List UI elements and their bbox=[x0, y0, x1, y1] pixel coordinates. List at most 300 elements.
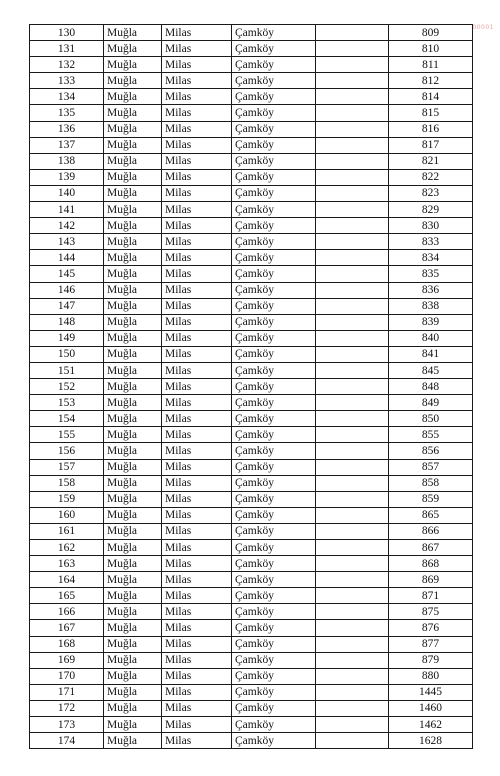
row-number-cell: 132 bbox=[30, 57, 104, 73]
parcel-number-cell: 822 bbox=[389, 169, 473, 185]
district-cell: Milas bbox=[162, 314, 232, 330]
province-cell: Muğla bbox=[104, 346, 162, 362]
village-cell: Çamköy bbox=[232, 652, 316, 668]
row-number-cell: 137 bbox=[30, 137, 104, 153]
blank-cell bbox=[316, 427, 389, 443]
blank-cell bbox=[316, 121, 389, 137]
parcel-number-cell: 880 bbox=[389, 668, 473, 684]
row-number-cell: 141 bbox=[30, 202, 104, 218]
corner-stamp-mark: 00001 bbox=[472, 24, 494, 31]
district-cell: Milas bbox=[162, 475, 232, 491]
table-row bbox=[30, 556, 473, 572]
parcel-number-cell: 859 bbox=[389, 491, 473, 507]
district-cell: Milas bbox=[162, 346, 232, 362]
row-number-cell: 154 bbox=[30, 411, 104, 427]
province-cell: Muğla bbox=[104, 475, 162, 491]
province-cell: Muğla bbox=[104, 636, 162, 652]
table-row bbox=[30, 202, 473, 218]
province-cell: Muğla bbox=[104, 652, 162, 668]
row-number-cell: 139 bbox=[30, 169, 104, 185]
blank-cell bbox=[316, 443, 389, 459]
table-row bbox=[30, 733, 473, 749]
table-row bbox=[30, 346, 473, 362]
parcel-list-page bbox=[29, 24, 472, 749]
row-number-cell: 144 bbox=[30, 250, 104, 266]
row-number-cell: 161 bbox=[30, 523, 104, 539]
blank-cell bbox=[316, 298, 389, 314]
village-cell: Çamköy bbox=[232, 57, 316, 73]
province-cell: Muğla bbox=[104, 89, 162, 105]
table-row bbox=[30, 379, 473, 395]
parcel-number-cell: 867 bbox=[389, 540, 473, 556]
row-number-cell: 158 bbox=[30, 475, 104, 491]
row-number-cell: 168 bbox=[30, 636, 104, 652]
province-cell: Muğla bbox=[104, 572, 162, 588]
parcel-number-cell: 845 bbox=[389, 362, 473, 378]
village-cell: Çamköy bbox=[232, 523, 316, 539]
parcel-number-cell: 834 bbox=[389, 250, 473, 266]
blank-cell bbox=[316, 733, 389, 749]
parcel-number-cell: 821 bbox=[389, 153, 473, 169]
row-number-cell: 166 bbox=[30, 604, 104, 620]
village-cell: Çamköy bbox=[232, 121, 316, 137]
table-row bbox=[30, 89, 473, 105]
district-cell: Milas bbox=[162, 411, 232, 427]
table-row bbox=[30, 604, 473, 620]
parcel-number-cell: 815 bbox=[389, 105, 473, 121]
blank-cell bbox=[316, 556, 389, 572]
blank-cell bbox=[316, 507, 389, 523]
row-number-cell: 135 bbox=[30, 105, 104, 121]
table-row bbox=[30, 636, 473, 652]
parcel-number-cell: 868 bbox=[389, 556, 473, 572]
village-cell: Çamköy bbox=[232, 540, 316, 556]
row-number-cell: 169 bbox=[30, 652, 104, 668]
blank-cell bbox=[316, 234, 389, 250]
table-row bbox=[30, 73, 473, 89]
table-row bbox=[30, 523, 473, 539]
district-cell: Milas bbox=[162, 491, 232, 507]
blank-cell bbox=[316, 330, 389, 346]
district-cell: Milas bbox=[162, 137, 232, 153]
table-row bbox=[30, 105, 473, 121]
blank-cell bbox=[316, 459, 389, 475]
province-cell: Muğla bbox=[104, 73, 162, 89]
village-cell: Çamköy bbox=[232, 169, 316, 185]
province-cell: Muğla bbox=[104, 266, 162, 282]
table-row bbox=[30, 700, 473, 716]
province-cell: Muğla bbox=[104, 491, 162, 507]
parcel-number-cell: 833 bbox=[389, 234, 473, 250]
blank-cell bbox=[316, 73, 389, 89]
parcel-number-cell: 838 bbox=[389, 298, 473, 314]
table-row bbox=[30, 411, 473, 427]
district-cell: Milas bbox=[162, 572, 232, 588]
blank-cell bbox=[316, 202, 389, 218]
province-cell: Muğla bbox=[104, 717, 162, 733]
row-number-cell: 174 bbox=[30, 733, 104, 749]
table-row bbox=[30, 572, 473, 588]
parcel-number-cell: 866 bbox=[389, 523, 473, 539]
village-cell: Çamköy bbox=[232, 282, 316, 298]
row-number-cell: 134 bbox=[30, 89, 104, 105]
parcel-number-cell: 1460 bbox=[389, 700, 473, 716]
village-cell: Çamköy bbox=[232, 733, 316, 749]
village-cell: Çamköy bbox=[232, 620, 316, 636]
parcel-number-cell: 823 bbox=[389, 185, 473, 201]
village-cell: Çamköy bbox=[232, 491, 316, 507]
parcel-number-cell: 811 bbox=[389, 57, 473, 73]
district-cell: Milas bbox=[162, 41, 232, 57]
parcel-number-cell: 836 bbox=[389, 282, 473, 298]
table-row bbox=[30, 652, 473, 668]
province-cell: Muğla bbox=[104, 507, 162, 523]
blank-cell bbox=[316, 250, 389, 266]
table-row bbox=[30, 362, 473, 378]
table-row bbox=[30, 25, 473, 41]
blank-cell bbox=[316, 540, 389, 556]
parcel-number-cell: 841 bbox=[389, 346, 473, 362]
blank-cell bbox=[316, 25, 389, 41]
blank-cell bbox=[316, 137, 389, 153]
blank-cell bbox=[316, 362, 389, 378]
table-row bbox=[30, 491, 473, 507]
parcel-number-cell: 871 bbox=[389, 588, 473, 604]
table-row bbox=[30, 41, 473, 57]
row-number-cell: 170 bbox=[30, 668, 104, 684]
parcel-number-cell: 809 bbox=[389, 25, 473, 41]
province-cell: Muğla bbox=[104, 362, 162, 378]
row-number-cell: 155 bbox=[30, 427, 104, 443]
parcel-number-cell: 877 bbox=[389, 636, 473, 652]
parcel-number-cell: 876 bbox=[389, 620, 473, 636]
table-row bbox=[30, 507, 473, 523]
province-cell: Muğla bbox=[104, 379, 162, 395]
row-number-cell: 165 bbox=[30, 588, 104, 604]
blank-cell bbox=[316, 717, 389, 733]
table-row bbox=[30, 250, 473, 266]
parcel-number-cell: 1628 bbox=[389, 733, 473, 749]
village-cell: Çamköy bbox=[232, 298, 316, 314]
province-cell: Muğla bbox=[104, 153, 162, 169]
blank-cell bbox=[316, 604, 389, 620]
blank-cell bbox=[316, 153, 389, 169]
district-cell: Milas bbox=[162, 89, 232, 105]
village-cell: Çamköy bbox=[232, 330, 316, 346]
province-cell: Muğla bbox=[104, 668, 162, 684]
district-cell: Milas bbox=[162, 427, 232, 443]
village-cell: Çamköy bbox=[232, 379, 316, 395]
parcel-number-cell: 875 bbox=[389, 604, 473, 620]
table-row bbox=[30, 427, 473, 443]
row-number-cell: 142 bbox=[30, 218, 104, 234]
table-row bbox=[30, 169, 473, 185]
blank-cell bbox=[316, 379, 389, 395]
parcel-table bbox=[29, 24, 473, 749]
row-number-cell: 147 bbox=[30, 298, 104, 314]
province-cell: Muğla bbox=[104, 57, 162, 73]
district-cell: Milas bbox=[162, 185, 232, 201]
blank-cell bbox=[316, 169, 389, 185]
parcel-number-cell: 835 bbox=[389, 266, 473, 282]
parcel-number-cell: 858 bbox=[389, 475, 473, 491]
province-cell: Muğla bbox=[104, 250, 162, 266]
row-number-cell: 150 bbox=[30, 346, 104, 362]
province-cell: Muğla bbox=[104, 137, 162, 153]
parcel-number-cell: 840 bbox=[389, 330, 473, 346]
village-cell: Çamköy bbox=[232, 41, 316, 57]
village-cell: Çamköy bbox=[232, 700, 316, 716]
village-cell: Çamköy bbox=[232, 556, 316, 572]
table-row bbox=[30, 330, 473, 346]
village-cell: Çamköy bbox=[232, 684, 316, 700]
table-row bbox=[30, 395, 473, 411]
row-number-cell: 172 bbox=[30, 700, 104, 716]
village-cell: Çamköy bbox=[232, 105, 316, 121]
table-row bbox=[30, 282, 473, 298]
parcel-number-cell: 814 bbox=[389, 89, 473, 105]
row-number-cell: 163 bbox=[30, 556, 104, 572]
district-cell: Milas bbox=[162, 717, 232, 733]
district-cell: Milas bbox=[162, 604, 232, 620]
village-cell: Çamköy bbox=[232, 250, 316, 266]
parcel-number-cell: 879 bbox=[389, 652, 473, 668]
parcel-number-cell: 1445 bbox=[389, 684, 473, 700]
village-cell: Çamköy bbox=[232, 218, 316, 234]
row-number-cell: 136 bbox=[30, 121, 104, 137]
blank-cell bbox=[316, 700, 389, 716]
province-cell: Muğla bbox=[104, 25, 162, 41]
table-row bbox=[30, 588, 473, 604]
district-cell: Milas bbox=[162, 25, 232, 41]
village-cell: Çamköy bbox=[232, 202, 316, 218]
district-cell: Milas bbox=[162, 73, 232, 89]
table-row bbox=[30, 121, 473, 137]
district-cell: Milas bbox=[162, 540, 232, 556]
row-number-cell: 157 bbox=[30, 459, 104, 475]
blank-cell bbox=[316, 105, 389, 121]
province-cell: Muğla bbox=[104, 282, 162, 298]
parcel-number-cell: 812 bbox=[389, 73, 473, 89]
province-cell: Muğla bbox=[104, 604, 162, 620]
province-cell: Muğla bbox=[104, 185, 162, 201]
blank-cell bbox=[316, 620, 389, 636]
village-cell: Çamköy bbox=[232, 234, 316, 250]
parcel-number-cell: 857 bbox=[389, 459, 473, 475]
row-number-cell: 130 bbox=[30, 25, 104, 41]
village-cell: Çamköy bbox=[232, 185, 316, 201]
village-cell: Çamköy bbox=[232, 73, 316, 89]
parcel-number-cell: 1462 bbox=[389, 717, 473, 733]
province-cell: Muğla bbox=[104, 556, 162, 572]
district-cell: Milas bbox=[162, 379, 232, 395]
row-number-cell: 173 bbox=[30, 717, 104, 733]
village-cell: Çamköy bbox=[232, 89, 316, 105]
blank-cell bbox=[316, 636, 389, 652]
row-number-cell: 162 bbox=[30, 540, 104, 556]
district-cell: Milas bbox=[162, 169, 232, 185]
table-row bbox=[30, 620, 473, 636]
village-cell: Çamköy bbox=[232, 443, 316, 459]
district-cell: Milas bbox=[162, 57, 232, 73]
district-cell: Milas bbox=[162, 668, 232, 684]
village-cell: Çamköy bbox=[232, 668, 316, 684]
parcel-number-cell: 865 bbox=[389, 507, 473, 523]
village-cell: Çamköy bbox=[232, 572, 316, 588]
blank-cell bbox=[316, 684, 389, 700]
row-number-cell: 167 bbox=[30, 620, 104, 636]
parcel-number-cell: 817 bbox=[389, 137, 473, 153]
table-row bbox=[30, 668, 473, 684]
row-number-cell: 152 bbox=[30, 379, 104, 395]
row-number-cell: 138 bbox=[30, 153, 104, 169]
district-cell: Milas bbox=[162, 507, 232, 523]
province-cell: Muğla bbox=[104, 218, 162, 234]
village-cell: Çamköy bbox=[232, 346, 316, 362]
row-number-cell: 131 bbox=[30, 41, 104, 57]
district-cell: Milas bbox=[162, 395, 232, 411]
blank-cell bbox=[316, 491, 389, 507]
parcel-number-cell: 810 bbox=[389, 41, 473, 57]
village-cell: Çamköy bbox=[232, 153, 316, 169]
table-row bbox=[30, 137, 473, 153]
row-number-cell: 156 bbox=[30, 443, 104, 459]
blank-cell bbox=[316, 41, 389, 57]
row-number-cell: 145 bbox=[30, 266, 104, 282]
parcel-number-cell: 850 bbox=[389, 411, 473, 427]
village-cell: Çamköy bbox=[232, 459, 316, 475]
row-number-cell: 164 bbox=[30, 572, 104, 588]
parcel-number-cell: 856 bbox=[389, 443, 473, 459]
table-row bbox=[30, 475, 473, 491]
district-cell: Milas bbox=[162, 153, 232, 169]
district-cell: Milas bbox=[162, 298, 232, 314]
blank-cell bbox=[316, 475, 389, 491]
village-cell: Çamköy bbox=[232, 314, 316, 330]
row-number-cell: 146 bbox=[30, 282, 104, 298]
table-row bbox=[30, 298, 473, 314]
row-number-cell: 148 bbox=[30, 314, 104, 330]
blank-cell bbox=[316, 523, 389, 539]
row-number-cell: 151 bbox=[30, 362, 104, 378]
province-cell: Muğla bbox=[104, 427, 162, 443]
village-cell: Çamköy bbox=[232, 395, 316, 411]
village-cell: Çamköy bbox=[232, 475, 316, 491]
parcel-table-body bbox=[30, 25, 473, 749]
table-row bbox=[30, 266, 473, 282]
district-cell: Milas bbox=[162, 250, 232, 266]
table-row bbox=[30, 234, 473, 250]
table-row bbox=[30, 218, 473, 234]
district-cell: Milas bbox=[162, 636, 232, 652]
table-row bbox=[30, 684, 473, 700]
village-cell: Çamköy bbox=[232, 588, 316, 604]
row-number-cell: 171 bbox=[30, 684, 104, 700]
blank-cell bbox=[316, 572, 389, 588]
province-cell: Muğla bbox=[104, 121, 162, 137]
district-cell: Milas bbox=[162, 652, 232, 668]
parcel-number-cell: 839 bbox=[389, 314, 473, 330]
village-cell: Çamköy bbox=[232, 604, 316, 620]
district-cell: Milas bbox=[162, 733, 232, 749]
parcel-number-cell: 855 bbox=[389, 427, 473, 443]
province-cell: Muğla bbox=[104, 202, 162, 218]
blank-cell bbox=[316, 266, 389, 282]
province-cell: Muğla bbox=[104, 443, 162, 459]
village-cell: Çamköy bbox=[232, 137, 316, 153]
province-cell: Muğla bbox=[104, 588, 162, 604]
province-cell: Muğla bbox=[104, 395, 162, 411]
province-cell: Muğla bbox=[104, 540, 162, 556]
parcel-number-cell: 829 bbox=[389, 202, 473, 218]
parcel-number-cell: 830 bbox=[389, 218, 473, 234]
province-cell: Muğla bbox=[104, 169, 162, 185]
province-cell: Muğla bbox=[104, 411, 162, 427]
province-cell: Muğla bbox=[104, 700, 162, 716]
blank-cell bbox=[316, 652, 389, 668]
village-cell: Çamköy bbox=[232, 507, 316, 523]
row-number-cell: 159 bbox=[30, 491, 104, 507]
parcel-number-cell: 848 bbox=[389, 379, 473, 395]
table-row bbox=[30, 459, 473, 475]
province-cell: Muğla bbox=[104, 298, 162, 314]
table-row bbox=[30, 153, 473, 169]
province-cell: Muğla bbox=[104, 523, 162, 539]
table-row bbox=[30, 717, 473, 733]
blank-cell bbox=[316, 218, 389, 234]
village-cell: Çamköy bbox=[232, 25, 316, 41]
table-row bbox=[30, 540, 473, 556]
blank-cell bbox=[316, 346, 389, 362]
blank-cell bbox=[316, 89, 389, 105]
province-cell: Muğla bbox=[104, 234, 162, 250]
district-cell: Milas bbox=[162, 234, 232, 250]
village-cell: Çamköy bbox=[232, 717, 316, 733]
province-cell: Muğla bbox=[104, 330, 162, 346]
province-cell: Muğla bbox=[104, 41, 162, 57]
blank-cell bbox=[316, 57, 389, 73]
blank-cell bbox=[316, 185, 389, 201]
district-cell: Milas bbox=[162, 523, 232, 539]
row-number-cell: 143 bbox=[30, 234, 104, 250]
row-number-cell: 149 bbox=[30, 330, 104, 346]
village-cell: Çamköy bbox=[232, 427, 316, 443]
district-cell: Milas bbox=[162, 330, 232, 346]
row-number-cell: 133 bbox=[30, 73, 104, 89]
table-row bbox=[30, 443, 473, 459]
district-cell: Milas bbox=[162, 620, 232, 636]
blank-cell bbox=[316, 314, 389, 330]
province-cell: Muğla bbox=[104, 105, 162, 121]
province-cell: Muğla bbox=[104, 684, 162, 700]
row-number-cell: 160 bbox=[30, 507, 104, 523]
province-cell: Muğla bbox=[104, 733, 162, 749]
district-cell: Milas bbox=[162, 202, 232, 218]
village-cell: Çamköy bbox=[232, 636, 316, 652]
parcel-number-cell: 849 bbox=[389, 395, 473, 411]
district-cell: Milas bbox=[162, 282, 232, 298]
district-cell: Milas bbox=[162, 362, 232, 378]
blank-cell bbox=[316, 411, 389, 427]
district-cell: Milas bbox=[162, 459, 232, 475]
district-cell: Milas bbox=[162, 556, 232, 572]
district-cell: Milas bbox=[162, 218, 232, 234]
village-cell: Çamköy bbox=[232, 411, 316, 427]
district-cell: Milas bbox=[162, 443, 232, 459]
blank-cell bbox=[316, 668, 389, 684]
district-cell: Milas bbox=[162, 121, 232, 137]
table-row bbox=[30, 185, 473, 201]
